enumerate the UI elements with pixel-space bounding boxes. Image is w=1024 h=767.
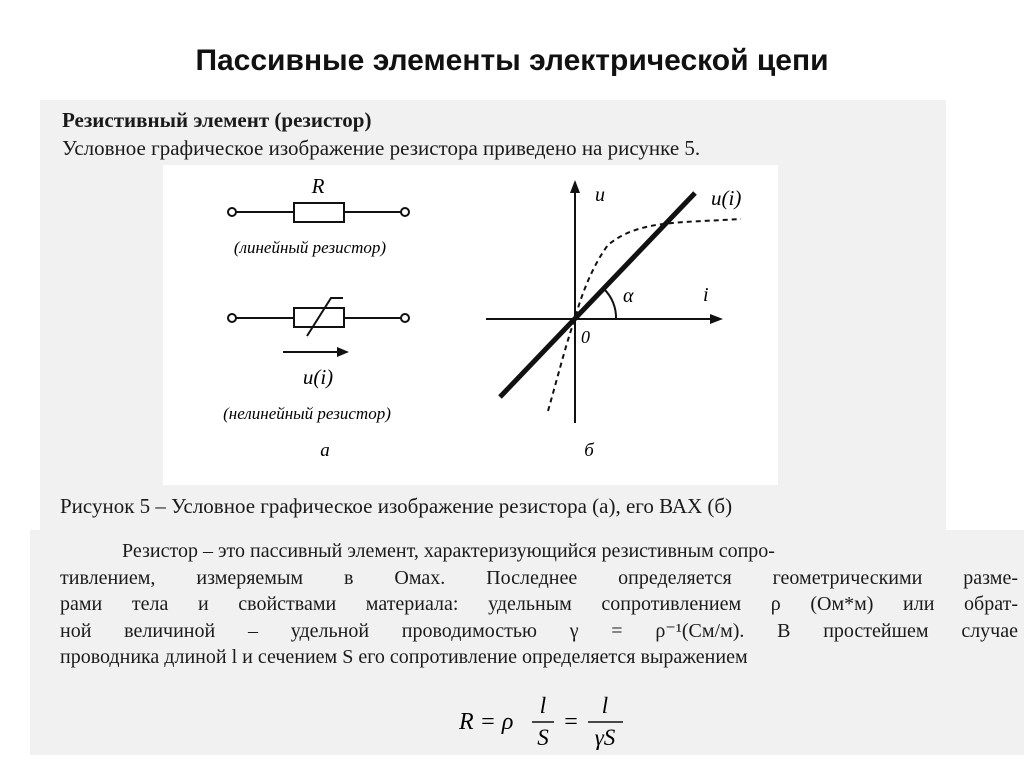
voltage-arrow [283, 347, 349, 357]
linear-resistor-label: R [311, 174, 325, 198]
formula-drawing [455, 689, 635, 751]
i-axis-label: i [703, 284, 709, 306]
formula-den2: γS [594, 725, 616, 750]
u-axis-label: u [595, 184, 605, 206]
i-axis-arrow [710, 314, 723, 324]
figure-5-drawing [163, 165, 778, 485]
section-heading: Резистивный элемент (резистор) [62, 108, 372, 132]
linear-resistor-caption: (линейный резистор) [233, 238, 387, 257]
figure-caption: Рисунок 5 – Условное графическое изображение резистора (а), его ВАХ (б) [60, 494, 733, 518]
linear-resistor-symbol [228, 203, 409, 222]
formula-den1: S [537, 725, 549, 750]
curve-label: u(i) [711, 186, 742, 210]
figure-5 [163, 165, 778, 485]
nonlinear-resistor-symbol [228, 298, 409, 336]
formula-num1: l [539, 693, 547, 718]
paragraph-line: проводника длиной l и сечением S его сопротивление определяется выражением [60, 646, 748, 668]
angle-arc [604, 289, 616, 319]
section-intro: Условное графическое изображение резистора приведено на рисунке 5. [62, 136, 701, 160]
formula-num2: l [601, 693, 609, 718]
panel-letter-b: б [584, 440, 594, 461]
resistance-formula [455, 689, 635, 751]
angle-label: α [623, 285, 634, 307]
formula-lhs: R = ρ [459, 709, 514, 735]
u-axis-arrow [570, 180, 580, 193]
paragraph-line: Резистор – это пассивный элемент, характеризующийся резистивным сопро- [122, 540, 775, 562]
nonlinear-resistor-label: u(i) [302, 365, 334, 389]
linear-characteristic [500, 193, 695, 397]
paragraph-line: тивлением, измеряемым в Омах. Последнее определяется геометрическими разме- [60, 566, 1018, 589]
origin-label: 0 [581, 327, 590, 347]
nonlinear-resistor-caption: (нелинейный резистор) [223, 404, 391, 423]
slide-title: Пассивные элементы электрической цепи [195, 44, 829, 77]
paragraph-line: ной величиной – удельной проводимостью γ = ρ⁻¹(См/м). В простейшем случае [60, 619, 1018, 642]
paragraph-line: рами тела и свойствами материала: удельным сопротивлением ρ (Ом*м) или обрат- [60, 593, 1018, 615]
formula-equals: = [564, 709, 578, 735]
panel-letter-a: a [320, 440, 330, 461]
